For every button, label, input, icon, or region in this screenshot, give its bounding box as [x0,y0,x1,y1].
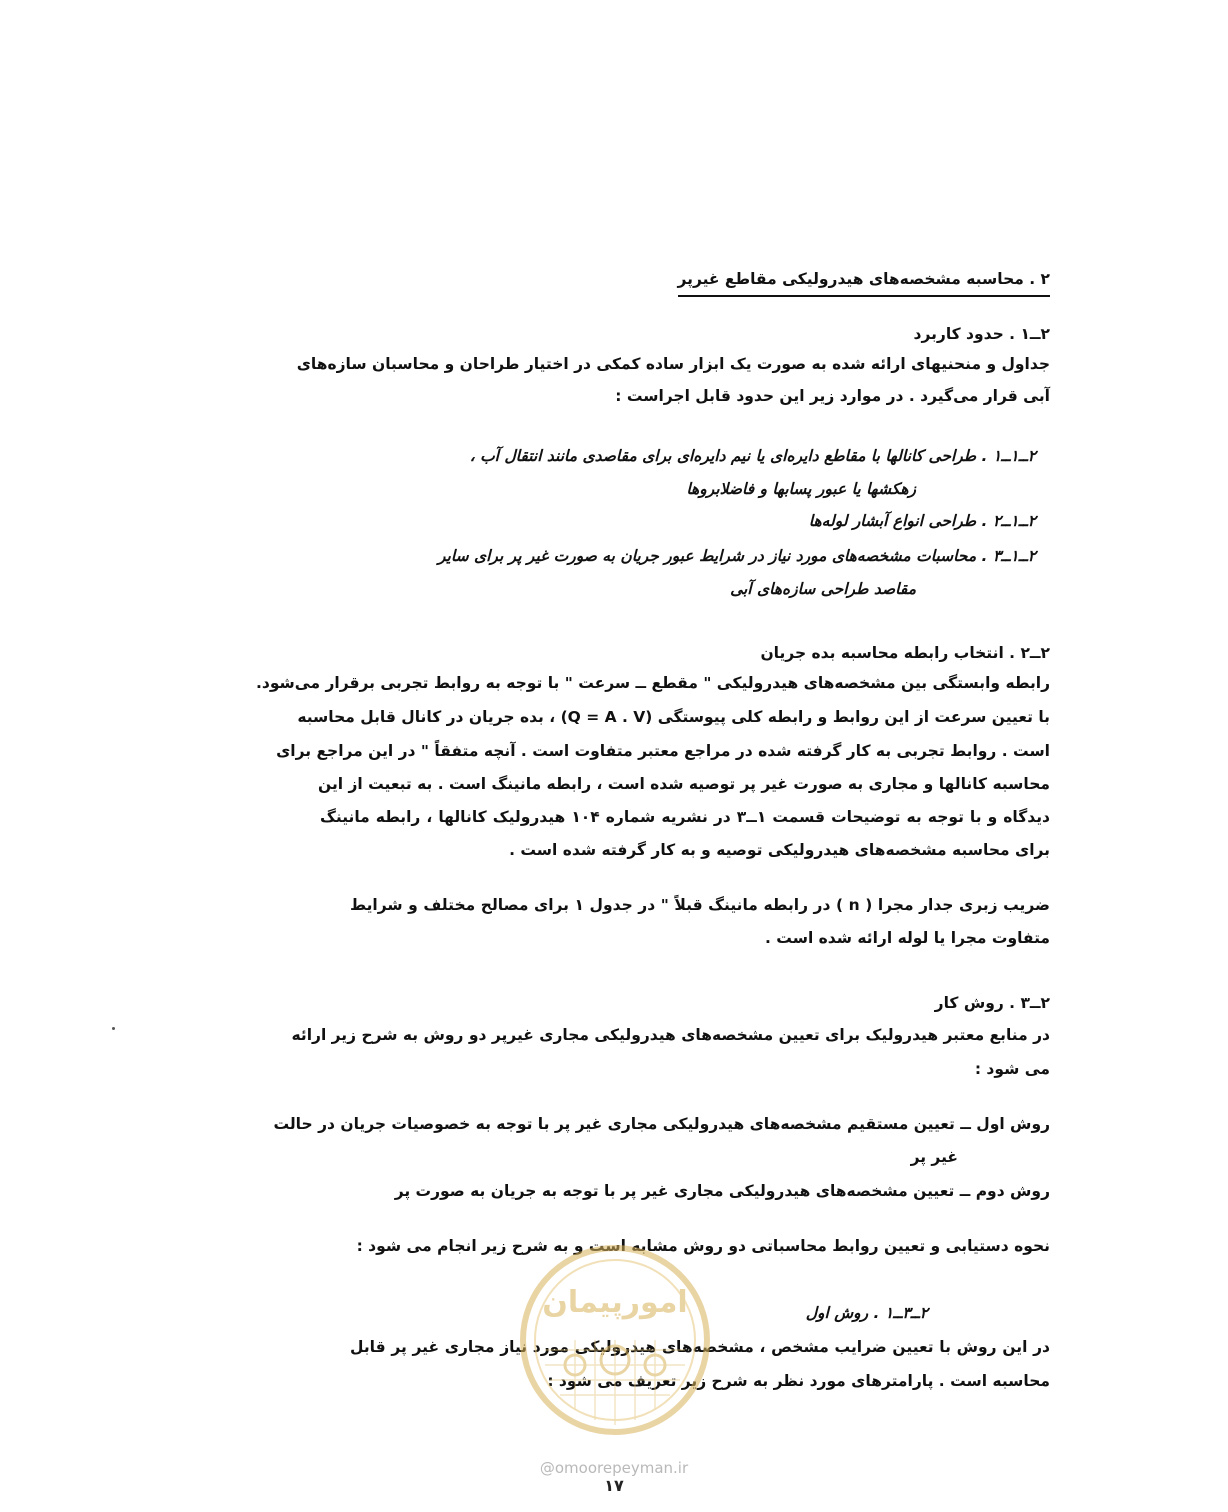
heading-flow-relation: ۲ــ۲ . انتخاب رابطه محاسبه بده جریان [760,644,1050,662]
method-line-2: می شود : [974,1060,1050,1078]
scope-item-1-cont: زهکشها یا عبور پسابها و فاضلابروها [686,480,916,498]
method-first-cont: غیر پر [910,1148,958,1166]
watermark-text: امورپیمان [542,1285,688,1320]
method-first: روش اول ــ تعیین مستقیم مشخصه‌های هیدرولیکی مجاری غیر پر با توجه به خصوصیات جریان در حالت [273,1115,1050,1133]
flow-line-4: محاسبه کانالها و مجاری به صورت غیر پر توصیه شده است ، رابطه مانینگ است . به تبعیت از این [318,775,1050,793]
roughness-line-2: متفاوت مجرا یا لوله ارائه شده است . [765,929,1050,947]
method-line-1: در منابع معتبر هیدرولیک برای تعیین مشخصه‌های هیدرولیکی مجاری غیرپر دو روش به شرح زیر ارائه [291,1026,1050,1044]
watermark-seal [515,1240,715,1440]
flow-line-5: دیدگاه و با توجه به توضیحات قسمت ۱ــ۳ در نشریه شماره ۱۰۴ هیدرولیک کانالها ، رابطه مانینگ [320,808,1050,826]
scope-item-3-cont: مقاصد طراحی سازه‌های آبی [730,580,916,598]
heading-method: ۲ــ۳ . روش کار [934,994,1050,1012]
first-method-line-2: محاسبه است . پارامترهای مورد نظر به شرح زیر تعریف می شود : [547,1372,1050,1390]
heading-first-method: ۲ــ۳ــ۱ . روش اول [805,1304,928,1322]
footer-site: @omoorepeyman.ir [539,1459,689,1477]
scope-line-2: آبی قرار می‌گیرد . در موارد زیر این حدود قابل اجراست : [615,387,1050,405]
flow-line-1: رابطه وابستگی بین مشخصه‌های هیدرولیکی " مقطع ــ سرعت " با توجه به روابط تجربی برقرار می‌شود. [256,674,1050,692]
flow-line-3: است . روابط تجربی به کار گرفته شده در مراجع معتبر متفاوت است . آنچه متفقاً " در این مراجع برای [276,742,1050,760]
scan-speck [112,1027,115,1030]
section-title: ۲ . محاسبه مشخصه‌های هیدرولیکی مقاطع غیرپر [678,268,1051,297]
first-method-line-1: در این روش با تعیین ضرایب مشخص ، مشخصه‌های هیدرولیکی مورد نیاز مجاری غیر پر قابل [350,1338,1050,1356]
method-second: روش دوم ــ تعیین مشخصه‌های هیدرولیکی مجاری غیر پر با توجه به جریان به صورت پر [394,1182,1050,1200]
page-number: ۱۷ [604,1476,624,1495]
roughness-line-1: ضریب زبری جدار مجرا ( n ) در رابطه مانینگ قبلاً " در جدول ۱ برای مصالح مختلف و شرایط [350,896,1050,914]
flow-line-6: برای محاسبه مشخصه‌های هیدرولیکی توصیه و به کار گرفته شده است . [509,841,1050,859]
scope-item-2: ۲ــ۱ــ۲ . طراحی انواع آبشار لوله‌ها [808,512,1036,530]
scope-line-1: جداول و منحنیهای ارائه شده به صورت یک ابزار ساده کمکی در اختیار طراحان و محاسبان سازه‌های [296,355,1050,373]
scope-item-3: ۲ــ۱ــ۳ . محاسبات مشخصه‌های مورد نیاز در شرایط عبور جریان به صورت غیر پر برای سایر [437,547,1036,565]
scope-item-1: ۲ــ۱ــ۱ . طراحی کانالها با مقاطع دایره‌ای یا نیم دایره‌ای برای مقاصدی مانند انتقال آب ، [469,447,1036,465]
heading-scope: ۲ــ۱ . حدود کاربرد [913,325,1050,343]
flow-line-2: با تعیین سرعت از این روابط و رابطه کلی پیوستگی (Q = A . V) ، بده جریان در کانال قابل محاسبه [297,708,1050,726]
method-note: نحوه دستیابی و تعیین روابط محاسباتی دو روش مشابه است و به شرح زیر انجام می شود : [356,1237,1050,1255]
